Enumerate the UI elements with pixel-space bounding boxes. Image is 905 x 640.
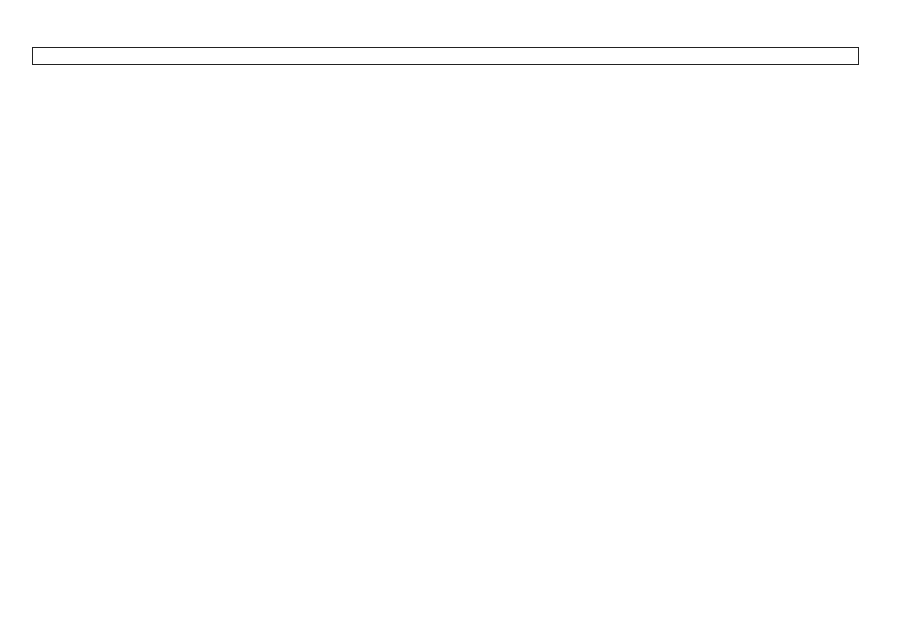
budget-table [32,47,859,65]
section-title [33,48,859,65]
section-row [33,48,859,65]
